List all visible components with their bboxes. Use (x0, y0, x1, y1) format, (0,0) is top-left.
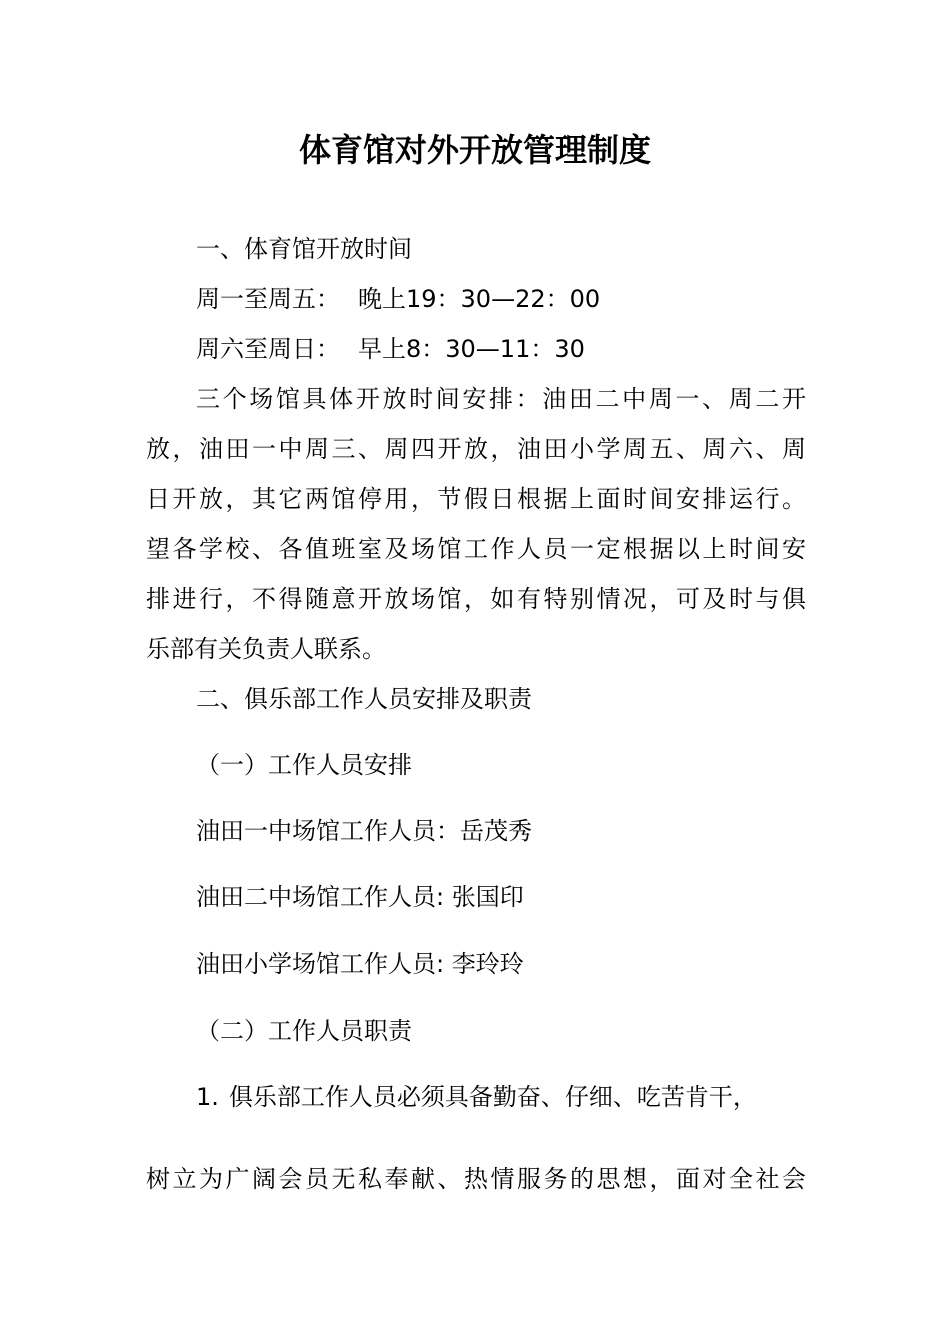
section-2-heading: 二、俱乐部工作人员安排及职责 (196, 685, 532, 713)
section-1-heading: 一、体育馆开放时间 (196, 235, 412, 263)
staff-line: 油田小学场馆工作人员: 李玲玲 (196, 950, 524, 978)
weekend-label: 周六至周日： (196, 335, 340, 363)
subsection-1-heading: （一）工作人员安排 (196, 751, 412, 779)
arrangement-line: 三个场馆具体开放时间安排：油田二中周一、周二开 (196, 385, 806, 413)
duty-item-1 (196, 1080, 757, 1114)
weekend-schedule (196, 332, 585, 366)
duty-number: 1. (196, 1083, 219, 1111)
weekday-label: 周一至周五： (196, 285, 340, 313)
staff-line: 油田二中场馆工作人员: 张国印 (196, 883, 524, 911)
weekend-time: 早上8：30—11：30 (358, 335, 585, 363)
weekday-time: 晚上19：30—22：00 (358, 285, 601, 313)
weekday-schedule (196, 282, 600, 316)
arrangement-line: 排进行，不得随意开放场馆，如有特别情况，可及时与俱 (146, 585, 806, 613)
subsection-2-heading: （二）工作人员职责 (196, 1017, 412, 1045)
duty-text: 俱乐部工作人员必须具备勤奋、仔细、吃苦肯干， (228, 1083, 757, 1111)
arrangement-line: 日开放，其它两馆停用，节假日根据上面时间安排运行。 (146, 485, 806, 513)
duty-item-1-continuation: 树立为广阔会员无私奉献、热情服务的思想，面对全社会 (146, 1165, 806, 1193)
document-title: 体育馆对外开放管理制度 (298, 131, 651, 169)
staff-line: 油田一中场馆工作人员：岳茂秀 (196, 817, 532, 845)
arrangement-line: 乐部有关负责人联系。 (146, 635, 386, 663)
arrangement-line: 望各学校、各值班室及场馆工作人员一定根据以上时间安 (146, 535, 806, 563)
arrangement-line: 放，油田一中周三、周四开放，油田小学周五、周六、周 (146, 435, 806, 463)
